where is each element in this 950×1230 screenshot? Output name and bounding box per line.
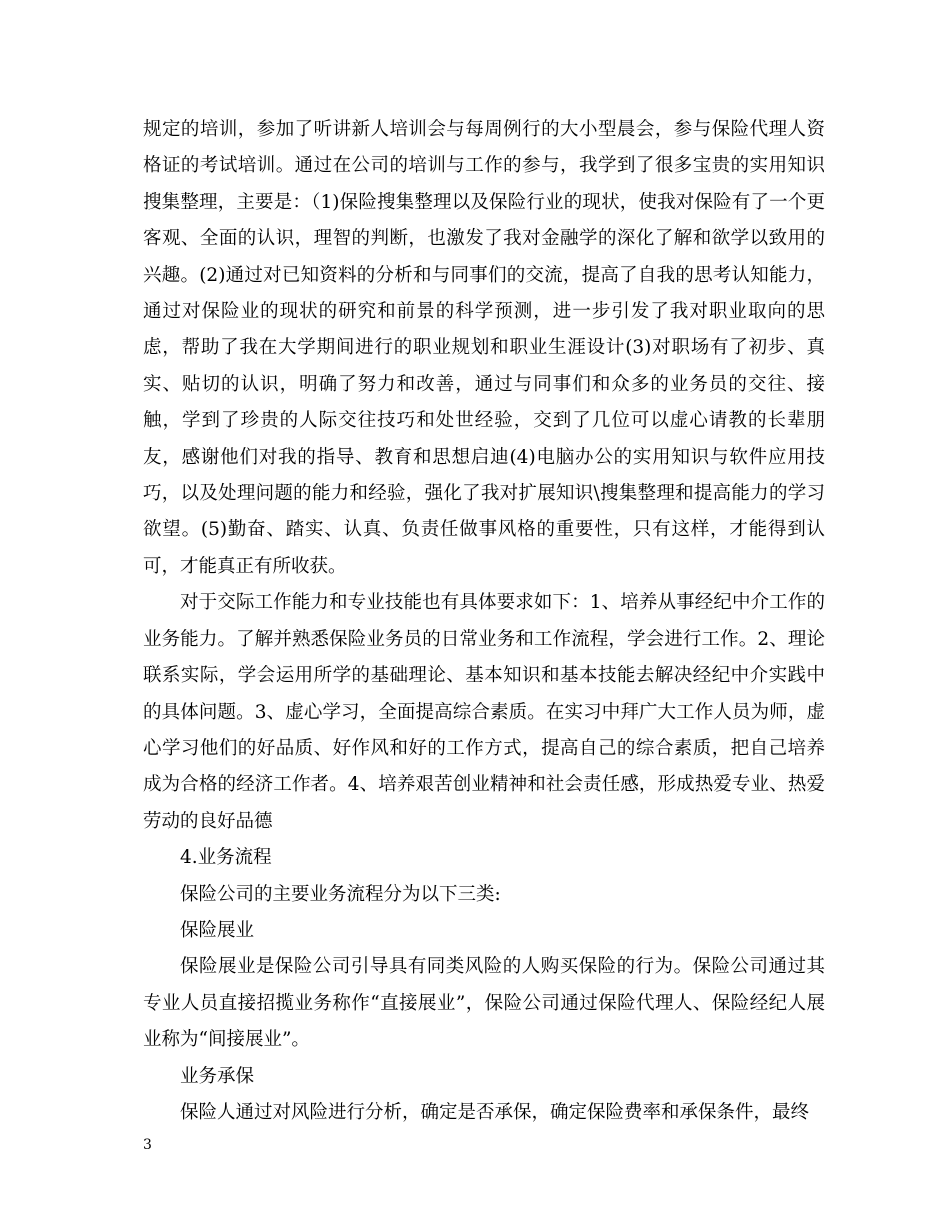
subheading-underwriting: 业务承保 [180, 1065, 255, 1087]
subheading-insurance-marketing: 保险展业 [180, 919, 255, 941]
paragraph-training-summary: 规定的培训，参加了听讲新人培训会与每周例行的大小型晨会，参与保险代理人资格证的考试培训。通过在公司的培训与工作的参与，我学到了很多宝贵的实用知识搜集整理，主要是：（1)保险搜集整理以及保险行业的现状，使我对保险有了一个更客观、全面的认识，理智的判断，也激发了我对金融学的深化了解和欲学以致用的兴趣。(2)通过对已知资料的分析和与同事们的交流，提高了自我的思考认知能力，通过对保险业的现状的研究和前景的科学预测，进一步引发了我对职业取向的思虑，帮助了我在大学期间进行的职业规划和职业生涯设计(3)对职场有了初步、真实、贴切的认识，明确了努力和改善，通过与同事们和众多的业务员的交往、接触，学到了珍贵的人际交往技巧和处世经验，交到了几位可以虚心请教的长辈朋友，感谢他们对我的指导、教育和思想启迪(4)电脑办公的实用知识与软件应用技巧，以及处理问题的能力和经验，强化了我对扩展知识\搜集整理和提高能力的学习欲望。(5)勤奋、踏实、认真、负责任做事风格的重要性，只有这样，才能得到认可，才能真正有所收获。 [143, 119, 825, 577]
page-number: 3 [143, 1137, 152, 1153]
section-heading-business-process: 4.业务流程 [180, 847, 272, 869]
document-body [143, 112, 825, 1131]
paragraph-process-intro: 保险公司的主要业务流程分为以下三类: [180, 883, 501, 905]
paragraph-underwriting: 保险人通过对风险进行分析，确定是否承保，确定保险费率和承保条件，最终 [180, 1101, 810, 1123]
paragraph-insurance-marketing: 保险展业是保险公司引导具有同类风险的人购买保险的行为。保险公司通过其专业人员直接招揽业务称作“直接展业”，保险公司通过保险代理人、保险经纪人展业称为“间接展业”。 [143, 956, 825, 1051]
paragraph-skill-requirements: 对于交际工作能力和专业技能也有具体要求如下：1、培养从事经纪中介工作的业务能力。了解并熟悉保险业务员的日常业务和工作流程，学会进行工作。2、理论联系实际，学会运用所学的基础理论、基本知识和基本技能去解决经纪中介实践中的具体问题。3、虚心学习，全面提高综合素质。在实习中拜广大工作人员为师，虚心学习他们的好品质、好作风和好的工作方式，提高自己的综合素质，把自己培养成为合格的经济工作者。4、培养艰苦创业精神和社会责任感，形成热爱专业、热爱劳动的良好品德 [143, 592, 825, 832]
